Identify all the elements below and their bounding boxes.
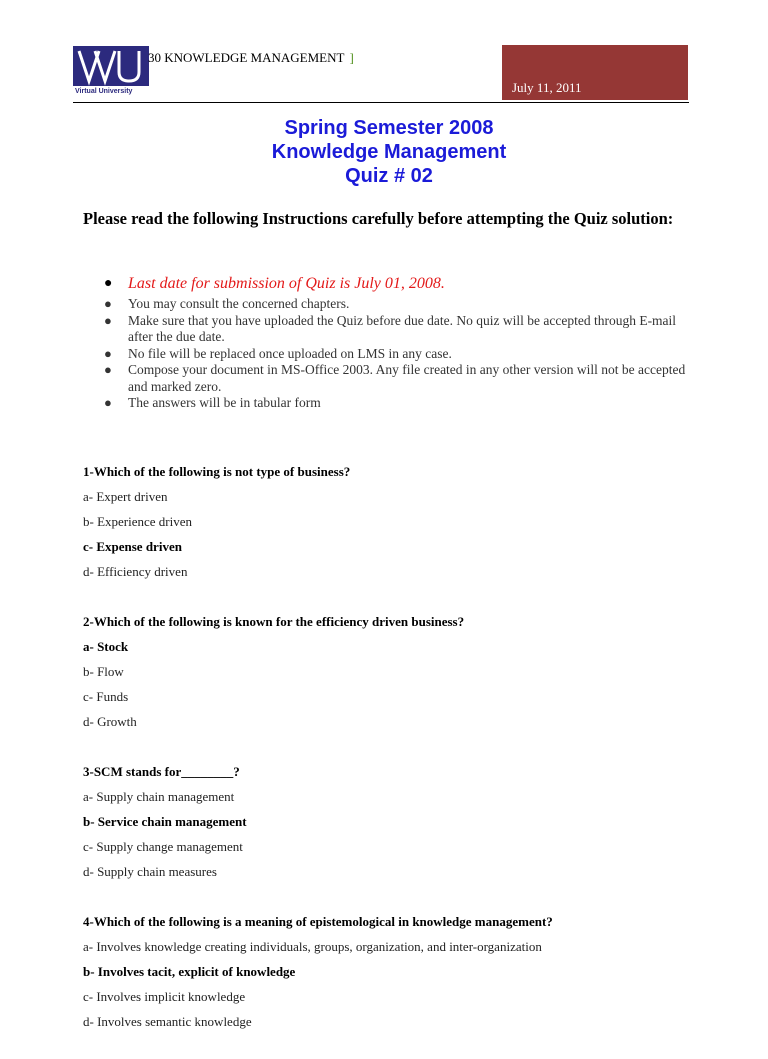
option-d: d- Growth (83, 714, 137, 729)
bullet-icon: ● (104, 312, 112, 328)
title-semester: Spring Semester 2008 (284, 117, 494, 139)
instruction-item (104, 296, 698, 313)
questions-section (83, 459, 723, 1059)
option-d: d- Supply chain measures (83, 864, 217, 879)
instruction-text: Compose your document in MS-Office 2003. Any file created in any other version will not be accepted and marked zero. (128, 362, 686, 394)
option-b: b- Flow (83, 664, 124, 679)
instruction-item (104, 346, 698, 363)
course-title (148, 50, 354, 66)
vu-logo-mark (73, 46, 149, 86)
option-a: a- Expert driven (83, 489, 168, 504)
instruction-text: Make sure that you have uploaded the Quiz before due date. No quiz will be accepted through E-mail after the due date. (128, 312, 677, 344)
instruction-text: Last date for submission of Quiz is July 01, 2008. (128, 275, 445, 292)
option-a: a- Supply chain management (83, 789, 235, 804)
option-c: c- Supply change management (83, 839, 243, 854)
instruction-item (104, 395, 698, 412)
bullet-icon: ● (104, 345, 112, 361)
bullet-icon: ● (104, 362, 112, 377)
question-text: 2-Which of the following is known for the efficiency driven business? (83, 614, 465, 629)
title-quiz: Quiz # 02 (345, 165, 433, 187)
option-c: c- Involves implicit knowledge (83, 989, 246, 1004)
course-title-text: 30 KNOWLEDGE MANAGEMENT (148, 50, 345, 65)
question-3 (83, 759, 723, 884)
option-c-answer: c- Expense driven (83, 539, 182, 554)
instruction-text: The answers will be in tabular form (128, 395, 321, 410)
question-4 (83, 909, 723, 1034)
question-text: 1-Which of the following is not type of business? (83, 464, 351, 479)
bullet-icon: ● (104, 276, 113, 291)
document-title (0, 116, 768, 188)
instruction-text: No file will be replaced once uploaded on LMS in any case. (128, 345, 452, 361)
option-b-answer: b- Involves tacit, explicit of knowledge (83, 964, 296, 979)
instruction-text: You may consult the concerned chapters. (128, 296, 350, 311)
question-2 (83, 609, 723, 734)
instruction-item-deadline (104, 272, 698, 296)
header-date: July 11, 2011 (512, 80, 582, 95)
option-a: a- Involves knowledge creating individuals, groups, organization, and inter-organization (83, 939, 542, 954)
bullet-icon: ● (104, 296, 112, 311)
title-course: Knowledge Management (271, 141, 507, 163)
option-a-answer: a- Stock (83, 639, 129, 654)
option-b: b- Experience driven (83, 514, 193, 529)
course-title-bracket: ] (349, 50, 354, 65)
option-d: d- Involves semantic knowledge (83, 1014, 252, 1029)
option-d: d- Efficiency driven (83, 564, 188, 579)
logo-subtext: Virtual University (75, 88, 133, 95)
question-text: 3-SCM stands for________? (83, 764, 240, 779)
instruction-item (104, 313, 698, 346)
question-text: 4-Which of the following is a meaning of epistemological in knowledge management? (83, 914, 553, 929)
instructions-heading: Please read the following Instructions carefully before attempting the Quiz solution: (83, 209, 674, 228)
vu-logo-icon (73, 46, 149, 86)
instruction-item (104, 362, 698, 395)
option-c: c- Funds (83, 689, 129, 704)
question-1 (83, 459, 723, 584)
option-b-answer: b- Service chain management (83, 814, 247, 829)
document-header (0, 0, 768, 110)
vu-logo (73, 46, 157, 100)
header-divider (73, 102, 689, 103)
bullet-icon: ● (104, 395, 112, 410)
instructions-list (104, 272, 698, 412)
